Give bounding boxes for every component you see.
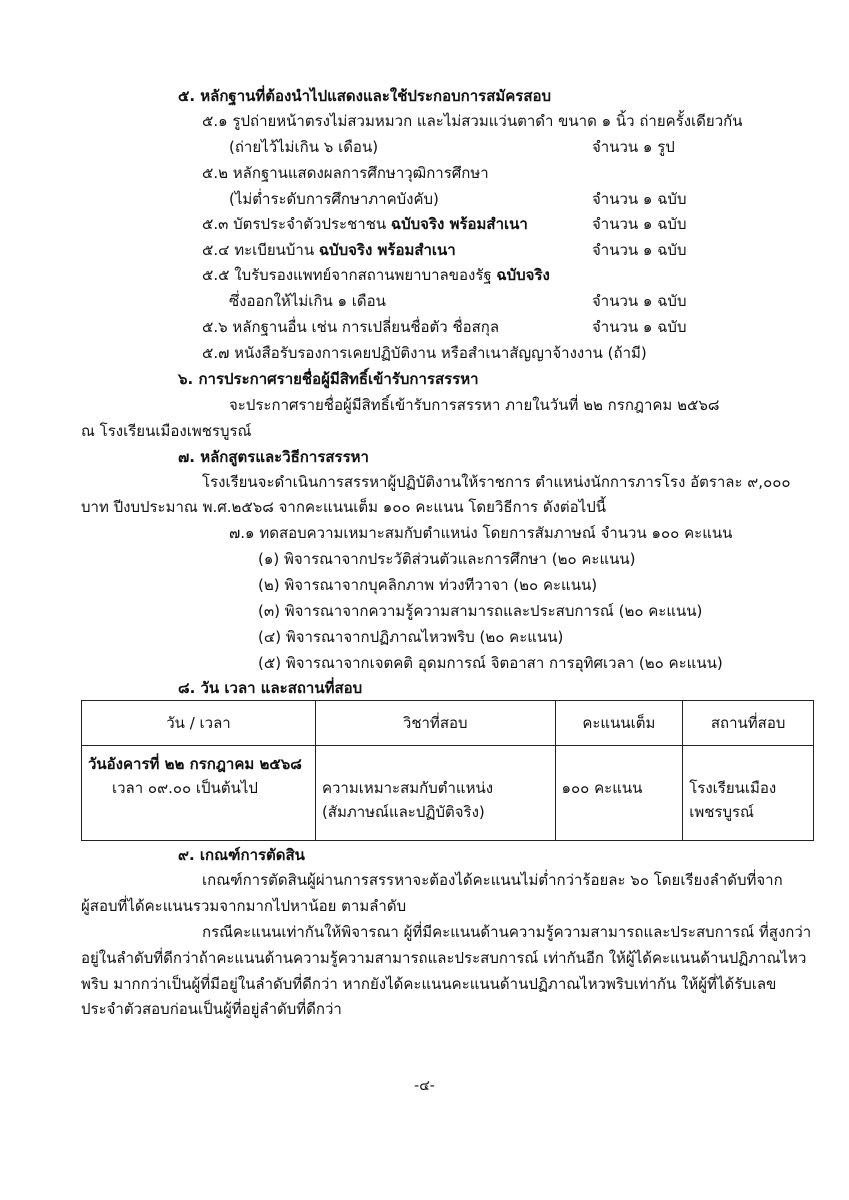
table-row: [82, 746, 814, 841]
cell-subject: [315, 746, 555, 841]
exam-subject-line2: (สัมภาษณ์และปฏิบัติจริง): [321, 803, 485, 821]
item-5-6: ๕.๖ หลักฐานอื่น เช่น การเปลี่ยนชื่อตัว ชื่อสกุล: [202, 318, 500, 336]
item-5-2-line1: ๕.๒ หลักฐานแสดงผลการศึกษาวุฒิการศึกษา: [202, 164, 489, 182]
item-5-5-line1: [202, 265, 550, 285]
item-5-3-qty: จำนวน ๑ ฉบับ: [592, 215, 687, 233]
exam-schedule-table: [81, 700, 814, 841]
section-6-para-line2: ณ โรงเรียนเมืองเพชรบูรณ์: [81, 422, 252, 440]
item-5-2-line2: (ไม่ต่ำระดับการศึกษาภาคบังคับ): [229, 190, 439, 208]
section-9-para1-line1: เกณฑ์การตัดสินผู้ผ่านการสรรหาจะต้องได้คะแนนไม่ต่ำกว่าร้อยละ ๖๐ โดยเรียงลำดับที่จาก: [202, 871, 783, 889]
section-9-para2-line3: พริบ มากกว่าเป็นผู้ที่มีอยู่ในลำดับที่ดีกว่า หากยังได้คะแนนคะแนนด้านปฏิภาณไหวพริบเท่ากัน ให้ผู้ที่ได้รับเลข: [81, 975, 777, 993]
section-9-para1-line2: ผู้สอบที่ได้คะแนนรวมจากมากไปหาน้อย ตามลำดับ: [81, 897, 407, 915]
section-9-para2-line4: ประจำตัวสอบก่อนเป็นผู้ที่อยู่ลำดับที่ดีกว่า: [81, 1000, 342, 1018]
cell-venue: [683, 746, 814, 841]
item-5-6-qty: จำนวน ๑ ฉบับ: [592, 318, 687, 336]
item-5-1-qty: จำนวน ๑ รูป: [592, 138, 675, 156]
section-9-heading: ๙. เกณฑ์การตัดสิน: [178, 846, 305, 864]
section-7-heading: ๗. หลักสูตรและวิธีการสรรหา: [178, 448, 369, 466]
criteria-1: (๑) พิจารณาจากประวัติส่วนตัวและการศึกษา (๒๐ คะแนน): [258, 550, 636, 568]
item-5-7: ๕.๗ หนังสือรับรองการเคยปฏิบัติงาน หรือสำเนาสัญญาจ้างงาน (ถ้ามี): [202, 344, 647, 362]
header-subject: วิชาที่สอบ: [315, 701, 555, 746]
header-date-time: วัน / เวลา: [82, 701, 316, 746]
table-header-row: [82, 701, 814, 746]
section-7-para-line2: บาท ปีงบประมาณ พ.ศ.๒๕๖๘ จากคะแนนเต็ม ๑๐๐ คะแนน โดยวิธีการ ดังต่อไปนี้: [81, 498, 606, 516]
section-9-para2-line2: อยู่ในลำดับที่ดีกว่าถ้าคะแนนด้านความรู้ความสามารถและประสบการณ์ เท่ากันอีก ให้ผู้ได้คะแนนด้านปฏิภาณไหว: [81, 949, 807, 967]
item-5-1-line1: ๕.๑ รูปถ่ายหน้าตรงไม่สวมหมวก และไม่สวมแว่นตาดำ ขนาด ๑ นิ้ว ถ่ายครั้งเดียวกัน: [202, 112, 743, 130]
item-5-2-qty: จำนวน ๑ ฉบับ: [592, 190, 687, 208]
item-5-3-bold: ฉบับจริง พร้อมสำเนา: [390, 215, 528, 233]
item-5-3: [202, 214, 528, 234]
section-9-para2-line1: กรณีคะแนนเท่ากันให้พิจารณา ผู้ที่มีคะแนนด้านความรู้ความสามารถและประสบการณ์ ที่สูงกว่า: [202, 923, 812, 941]
section-6-para-line1: จะประกาศรายชื่อผู้มีสิทธิ์เข้ารับการสรรหา ภายในวันที่ ๒๒ กรกฎาคม ๒๕๖๘: [229, 396, 720, 414]
item-5-4-bold: ฉบับจริง พร้อมสำเนา: [318, 241, 456, 259]
section-7-1: ๗.๑ ทดสอบความเหมาะสมกับตำแหน่ง โดยการสัมภาษณ์ จำนวน ๑๐๐ คะแนน: [229, 524, 733, 542]
header-full-score: คะแนนเต็ม: [555, 701, 683, 746]
section-8-heading: ๘. วัน เวลา และสถานที่สอบ: [178, 679, 363, 697]
exam-venue-line2: เพชรบูรณ์: [689, 803, 754, 821]
item-5-5-text: ๕.๕ ใบรับรองแพทย์จากสถานพยาบาลของรัฐ: [202, 266, 497, 284]
exam-date: วันอังคารที่ ๒๒ กรกฎาคม ๒๕๖๘: [88, 755, 302, 773]
item-5-4-text: ๕.๔ ทะเบียนบ้าน: [202, 241, 319, 259]
item-5-4-qty: จำนวน ๑ ฉบับ: [592, 241, 687, 259]
cell-date-time: [82, 746, 316, 841]
section-6-heading: ๖. การประกาศรายชื่อผู้มีสิทธิ์เข้ารับการสรรหา: [178, 370, 479, 388]
item-5-5-line2: ซึ่งออกให้ไม่เกิน ๑ เดือน: [229, 292, 386, 310]
cell-score: [555, 746, 683, 841]
item-5-5-qty: จำนวน ๑ ฉบับ: [592, 292, 687, 310]
item-5-4: [202, 240, 456, 260]
item-5-3-text: ๕.๓ บัตรประจำตัวประชาชน: [202, 215, 391, 233]
exam-full-score: ๑๐๐ คะแนน: [561, 779, 643, 797]
exam-venue-line1: โรงเรียนเมือง: [689, 779, 777, 797]
section-5-heading: ๕. หลักฐานที่ต้องนำไปแสดงและใช้ประกอบการสมัครสอบ: [178, 87, 552, 105]
exam-subject-line1: ความเหมาะสมกับตำแหน่ง: [321, 779, 494, 797]
item-5-5-bold: ฉบับจริง: [496, 266, 550, 284]
header-venue: สถานที่สอบ: [683, 701, 814, 746]
exam-time: เวลา ๐๙.๐๐ เป็นต้นไป: [112, 779, 258, 797]
criteria-5: (๕) พิจารณาจากเจตคติ อุดมการณ์ จิตอาสา การอุทิศเวลา (๒๐ คะแนน): [258, 654, 723, 672]
criteria-4: (๔) พิจารณาจากปฏิภาณไหวพริบ (๒๐ คะแนน): [258, 628, 564, 646]
item-5-1-line2: (ถ่ายไว้ไม่เกิน ๖ เดือน): [229, 138, 379, 156]
criteria-2: (๒) พิจารณาจากบุคลิกภาพ ท่วงทีวาจา (๒๐ คะแนน): [258, 576, 598, 594]
page-number: -๔-: [414, 1078, 435, 1094]
section-7-para-line1: โรงเรียนจะดำเนินการสรรหาผู้ปฏิบัติงานให้ราชการ ตำแหน่งนักการภารโรง อัตราละ ๙,๐๐๐: [202, 473, 791, 491]
criteria-3: (๓) พิจารณาจากความรู้ความสามารถและประสบการณ์ (๒๐ คะแนน): [258, 602, 703, 620]
